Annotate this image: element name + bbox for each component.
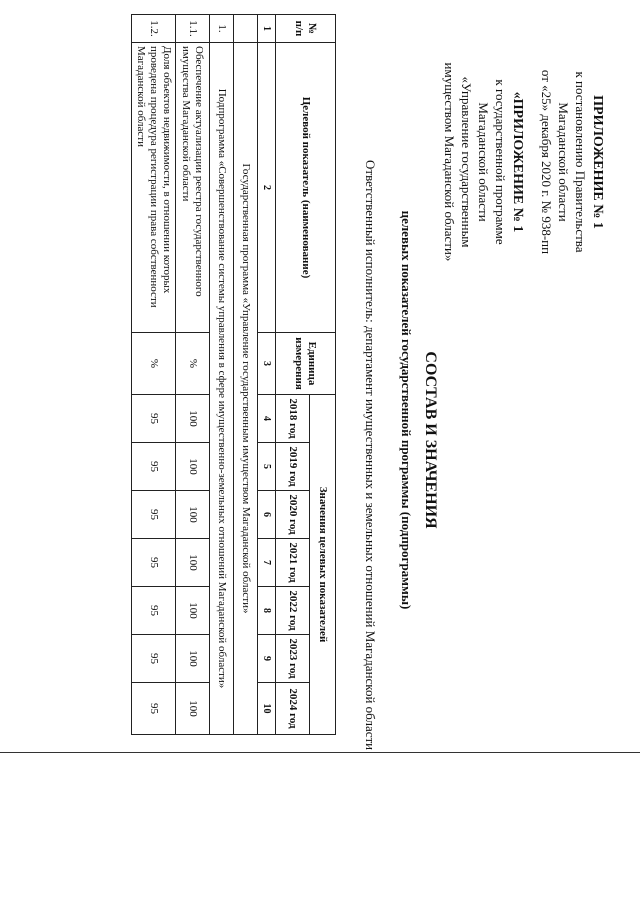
index-cell: 6	[258, 491, 276, 539]
subprogram-num: 1.	[210, 15, 234, 43]
row-value: 100	[176, 539, 210, 587]
header-indicator: Целевой показатель (наименование)	[276, 43, 336, 333]
header-year: 2018 год	[276, 395, 310, 443]
row-value: 95	[132, 587, 176, 635]
row-value: 95	[132, 683, 176, 735]
document-title: СОСТАВ И ЗНАЧЕНИЯ	[422, 351, 439, 529]
responsible-executor: Ответственный исполнитель: департамент имущественных и земельных отношений Магаданской области	[363, 160, 378, 751]
header-year: 2022 год	[276, 587, 310, 635]
document-subtitle: целевых показателей государственной программы (подпрограммы)	[399, 210, 414, 610]
row-num: 1.1.	[176, 15, 210, 43]
index-cell: 7	[258, 539, 276, 587]
row-unit: %	[176, 333, 210, 395]
header-year: 2020 год	[276, 491, 310, 539]
subprogram-row: Подпрограмма «Совершенствование системы управления в сфере имущественно-земельных отношений Магаданской области»	[210, 43, 234, 735]
appendix-ref-line: Магаданской области	[556, 102, 571, 222]
index-cell: 5	[258, 443, 276, 491]
row-value: 95	[132, 539, 176, 587]
row-value: 95	[132, 635, 176, 683]
header-unit: Единица измерения	[276, 333, 336, 395]
row-value: 100	[176, 635, 210, 683]
index-cell: 4	[258, 395, 276, 443]
appendix-ref-line: к государственной программе	[493, 79, 508, 245]
indicators-table	[131, 14, 336, 735]
appendix-title: ПРИЛОЖЕНИЕ № 1	[590, 95, 605, 229]
row-value: 95	[132, 395, 176, 443]
program-row: Государственная программа «Управление государственным имуществом Магаданской области»	[234, 43, 258, 735]
index-cell: 10	[258, 683, 276, 735]
row-indicator-name: Доля объектов недвижимости, в отношении которых проведена процедура регистрации права собственности Магаданской области	[132, 43, 176, 333]
header-year: 2024 год	[276, 683, 310, 735]
index-cell: 3	[258, 333, 276, 395]
page-separator-line	[0, 752, 640, 753]
row-num: 1.2.	[132, 15, 176, 43]
row-value: 95	[132, 491, 176, 539]
header-year: 2019 год	[276, 443, 310, 491]
appendix-ref-line: «Управление государственным	[459, 76, 474, 248]
row-value: 100	[176, 443, 210, 491]
row-value: 100	[176, 587, 210, 635]
row-value: 100	[176, 683, 210, 735]
row-unit: %	[132, 333, 176, 395]
row-value: 95	[132, 443, 176, 491]
row-value: 100	[176, 491, 210, 539]
index-cell: 1	[258, 15, 276, 43]
header-num: № п/п	[276, 15, 336, 43]
appendix-ref-line: к постановлению Правительства	[573, 71, 588, 253]
program-num-cell	[234, 15, 258, 43]
header-year: 2023 год	[276, 635, 310, 683]
appendix-ref-line: имуществом Магаданской области»	[442, 62, 457, 262]
index-cell: 9	[258, 635, 276, 683]
index-cell: 8	[258, 587, 276, 635]
row-value: 100	[176, 395, 210, 443]
header-values-group: Значения целевых показателей	[310, 395, 336, 735]
appendix-title-2: «ПРИЛОЖЕНИЕ № 1	[510, 91, 525, 233]
appendix-header	[441, 12, 606, 312]
index-cell: 2	[258, 43, 276, 333]
appendix-date-line: от «25» декабря 2020 г. № 938-пп	[539, 69, 554, 255]
row-indicator-name: Обеспечение актуализации реестра государственного имущества Магаданской области	[176, 43, 210, 333]
header-year: 2021 год	[276, 539, 310, 587]
appendix-ref-line: Магаданской области	[476, 102, 491, 222]
